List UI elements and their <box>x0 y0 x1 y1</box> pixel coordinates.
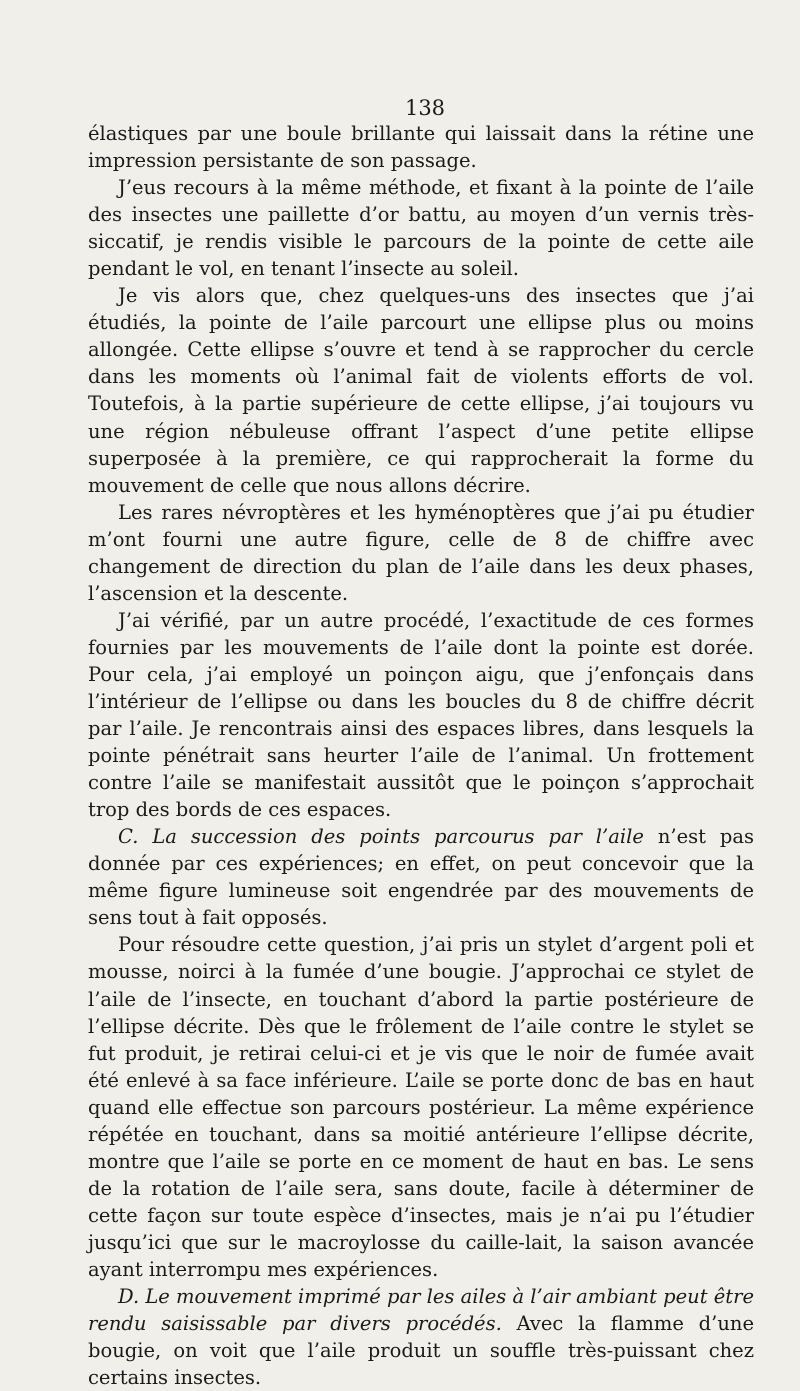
paragraph-text: Avec la flamme d’une bougie, on voit que l’aile produit un souffle très-puissant chez certains insectes. <box>88 1312 754 1390</box>
paragraph <box>88 823 754 931</box>
paragraph-text: n’est pas donnée par ces expériences; en effet, on peut concevoir que la même figure lumineuse soit engendrée par des mouvements de sens tout à fait opposés. <box>88 825 754 930</box>
section-heading-d: D. Le mouvement imprimé par les ailes à l’air ambiant peut être rendu saisissable par divers procédés. <box>88 1285 754 1336</box>
paragraph-text: Les rares névroptères et les hyménoptères que j’ai pu étudier m’ont fourni une autre figure, celle de 8 de chiffre avec changement de direction du plan de l’aile dans les deux phases, l’ascension et la descente. <box>88 500 754 605</box>
page-body-text <box>88 120 754 1391</box>
paragraph <box>88 931 754 1283</box>
paragraph <box>88 499 754 607</box>
section-heading-c: C. La succession des points parcourus par l’aile <box>118 825 644 849</box>
paragraph-text: Je vis alors que, chez quelques-uns des insectes que j’ai étudiés, la pointe de l’aile parcourt une ellipse plus ou moins allongée. Cette ellipse s’ouvre et tend à se rapprocher du cercle dans les moments où l’animal fait de violents efforts de vol. Toutefois, à la partie supérieure de cette ellipse, j’ai toujours vu une région nébuleuse offrant l’aspect d’une petite ellipse superposée à la première, ce qui rapprocherait la forme du mouvement de celle que nous allons décrire. <box>88 284 754 497</box>
paragraph-text: J’eus recours à la même méthode, et fixant à la pointe de l’aile des insectes une paillette d’or battu, au moyen d’un vernis très-siccatif, je rendis visible le parcours de la pointe de cette aile pendant le vol, en tenant l’insecte au soleil. <box>88 176 754 281</box>
paragraph <box>88 1283 754 1391</box>
paragraph-text: Pour résoudre cette question, j’ai pris un stylet d’argent poli et mousse, noirci à la fumée d’une bougie. J’approchai ce stylet de l’aile de l’insecte, en touchant d’abord la partie postérieure de l’ellipse décrite. Dès que le frôlement de l’aile contre le stylet se fut produit, je retirai celui-ci et je vis que le noir de fumée avait été enlevé à sa face inférieure. L’aile se porte donc de bas en haut quand elle effectue son parcours postérieur. La même expérience répétée en touchant, dans sa moitié antérieure l’ellipse décrite, montre que l’aile se porte en ce moment de haut en bas. Le sens de la rotation de l’aile sera, sans doute, facile à déterminer de cette façon sur toute espèce d’insectes, mais je n’ai pu l’étudier jusqu’ici que sur le macroylosse du caille-lait, la saison avancée ayant interrompu mes expériences. <box>88 933 754 1281</box>
paragraph <box>88 120 754 174</box>
paragraph <box>88 282 754 498</box>
paragraph <box>88 174 754 282</box>
paragraph <box>88 607 754 823</box>
page-number: 138 <box>404 96 446 120</box>
paragraph-text: J’ai vérifié, par un autre procédé, l’exactitude de ces formes fournies par les mouvements de l’aile dont la pointe est dorée. Pour cela, j’ai employé un poinçon aigu, que j’enfonçais dans l’intérieur de l’ellipse ou dans les boucles du 8 de chiffre décrit par l’aile. Je rencontrais ainsi des espaces libres, dans lesquels la pointe pénétrait sans heurter l’aile de l’animal. Un frottement contre l’aile se manifestait aussitôt que le poinçon s’approchait trop des bords de ces espaces. <box>88 608 754 822</box>
paragraph-text: élastiques par une boule brillante qui laissait dans la rétine une impression persistante de son passage. <box>88 122 754 173</box>
